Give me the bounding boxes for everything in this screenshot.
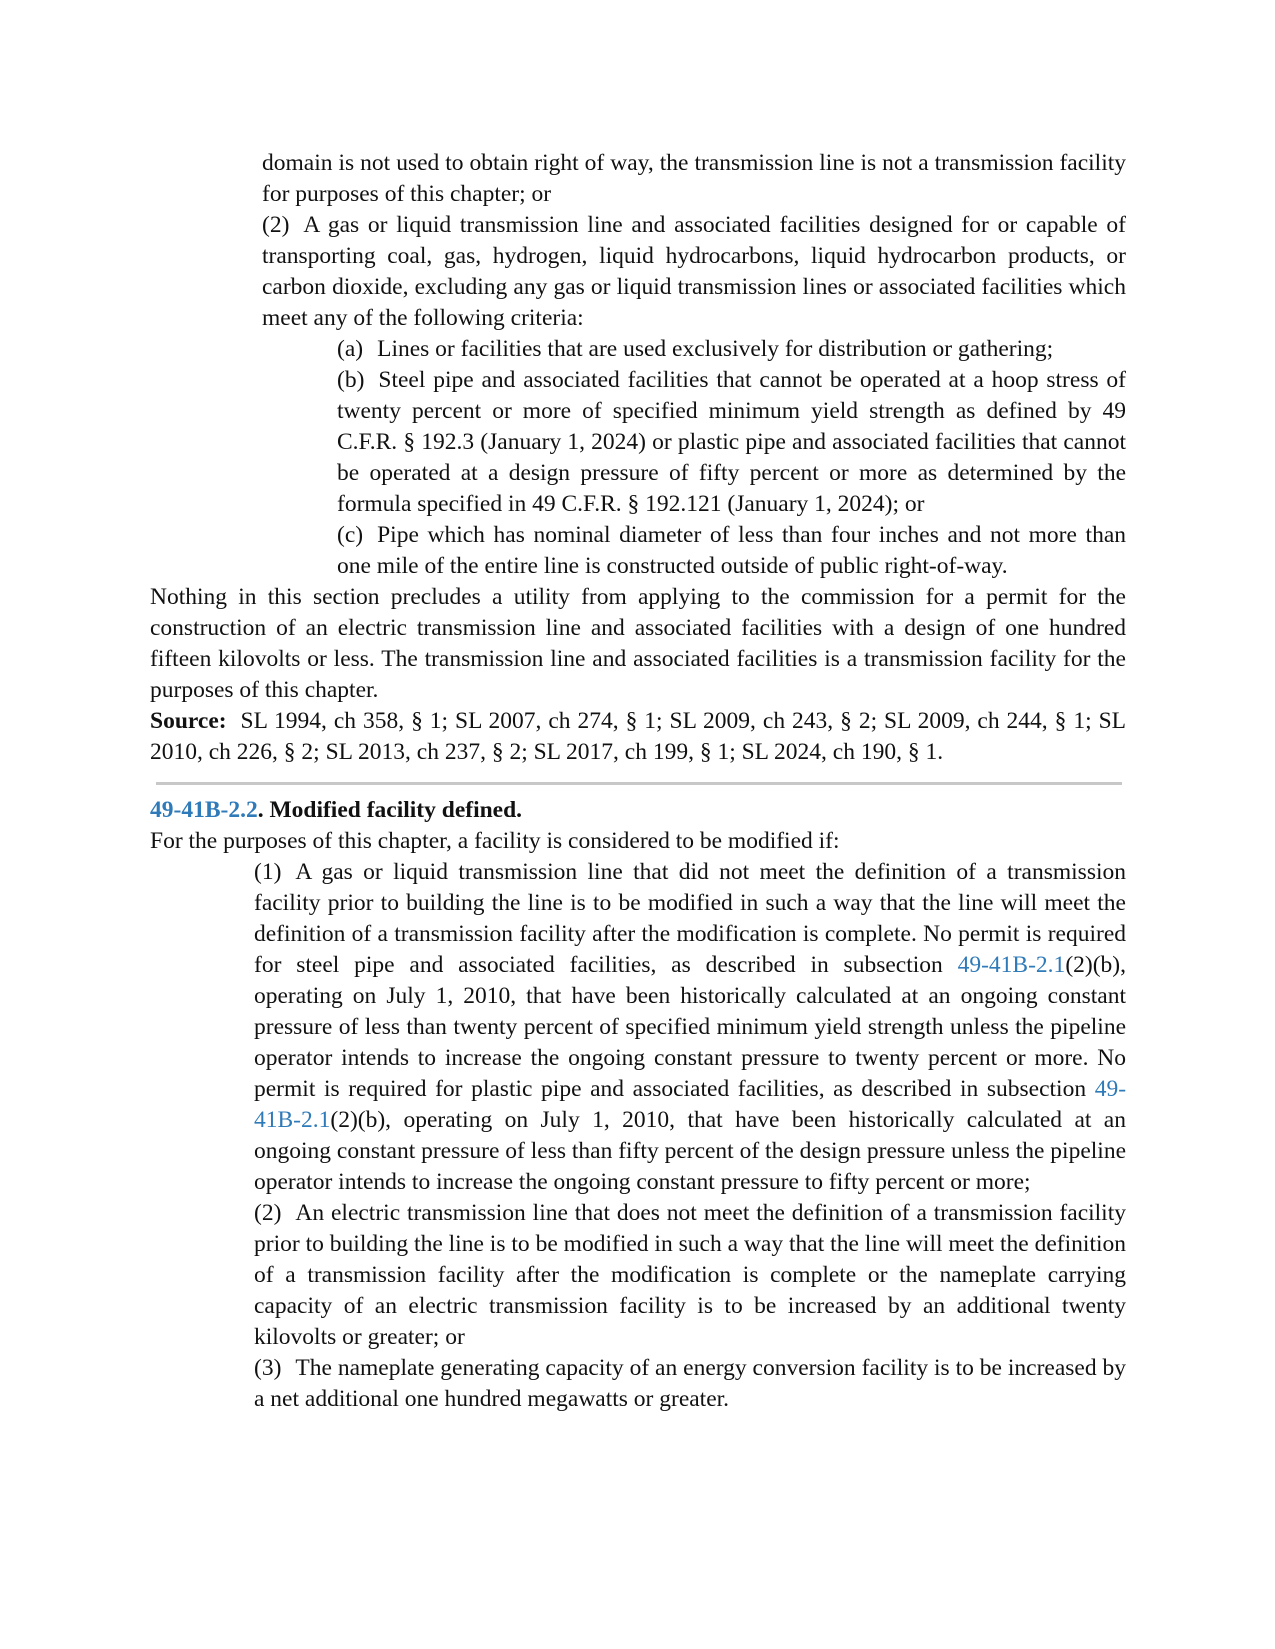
list-item-2 — [254, 1198, 1126, 1353]
section-intro — [150, 826, 1126, 857]
item-text: A gas or liquid transmission line and associated facilities designed for or capable of transporting coal, gas, hydrogen, liquid hydrocarbons, liquid hydrocarbon products, or carbon dioxide, excluding any gas or liquid transmission lines or associated facilities which meet any of the following criteria: — [262, 212, 1126, 331]
item-text: A gas or liquid transmission line that did not meet the definition of a transmission facility prior to building the line is to be modified in such a way that the line will meet the definition of a transmission facility after the modification is complete. No permit is required for steel pipe and associated facilities, as described in subsection — [254, 859, 1126, 978]
item-label: (b) — [337, 367, 365, 393]
source-citation — [150, 706, 1126, 768]
list-item-1 — [254, 857, 1126, 1198]
paragraph-text: Nothing in this section precludes a utility from applying to the commission for a permit for the construction of an electric transmission line and associated facilities with a design of one hundred fifteen kilovolts or less. The transmission line and associated facilities is a transmission facility for the purposes of this chapter. — [150, 584, 1126, 703]
list-item-2 — [262, 210, 1126, 334]
source-text: SL 1994, ch 358, § 1; SL 2007, ch 274, § 1; SL 2009, ch 243, § 2; SL 2009, ch 244, § 1; SL 2010, ch 226, § 2; SL 2013, ch 237, § 2; SL 2017, ch 199, § 1; SL 2024, ch 190, § 1. — [150, 708, 1126, 765]
section-title: . Modified facility defined. — [257, 797, 523, 823]
item-label: (a) — [337, 336, 364, 362]
paragraph-text: For the purposes of this chapter, a facility is considered to be modified if: — [150, 828, 840, 854]
item-label: (3) — [254, 1355, 282, 1381]
item-label: (2) — [254, 1200, 282, 1226]
subsection-link[interactable]: 49-41B-2.1 — [957, 952, 1066, 978]
paragraph-text: domain is not used to obtain right of way, the transmission line is not a transmission facility for purposes of this chapter; or — [262, 150, 1126, 207]
item-text: The nameplate generating capacity of an energy conversion facility is to be increased by a net additional one hundred megawatts or greater. — [254, 1355, 1126, 1412]
sub-item-c — [337, 520, 1126, 582]
item-text: Lines or facilities that are used exclusively for distribution or gathering; — [377, 336, 1054, 362]
section-number-link[interactable]: 49-41B-2.2 — [150, 797, 258, 823]
item-label: (1) — [254, 859, 282, 885]
closing-paragraph — [150, 582, 1126, 706]
source-label: Source: — [150, 708, 227, 734]
list-item-3 — [254, 1353, 1126, 1415]
sub-item-a — [337, 334, 1126, 365]
sub-item-b — [337, 365, 1126, 520]
item-label: (c) — [337, 522, 364, 548]
item-text: (2)(b), operating on July 1, 2010, that have been historically calculated at an ongoing constant pressure of less than fifty percent of the design pressure unless the pipeline operator intends to increase the ongoing constant pressure to fifty percent or more; — [254, 1107, 1126, 1195]
section-heading — [150, 795, 1126, 826]
section-divider — [156, 782, 1122, 785]
item-text: (2)(b), operating on July 1, 2010, that have been historically calculated at an ongoing constant pressure of less than twenty percent of specified minimum yield strength unless the pipeline operator intends to increase the ongoing constant pressure to twenty percent or more. No permit is required for plastic pipe and associated facilities, as described in subsection — [254, 952, 1126, 1102]
document-page — [150, 148, 1126, 1415]
section-intro-continuation — [262, 148, 1126, 210]
item-label: (2) — [262, 212, 290, 238]
item-text: Pipe which has nominal diameter of less than four inches and not more than one mile of the entire line is constructed outside of public right-of-way. — [337, 522, 1126, 579]
item-text: Steel pipe and associated facilities that cannot be operated at a hoop stress of twenty percent or more of specified minimum yield strength as defined by 49 C.F.R. § 192.3 (January 1, 2024) or plastic pipe and associated facilities that cannot be operated at a design pressure of fifty percent or more as determined by the formula specified in 49 C.F.R. § 192.121 (January 1, 2024); or — [337, 367, 1126, 517]
subsection-link[interactable]: 49-41B-2.1 — [254, 1076, 1127, 1133]
item-text: An electric transmission line that does not meet the definition of a transmission facility prior to building the line is to be modified in such a way that the line will meet the definition of a transmission facility after the modification is complete or the nameplate carrying capacity of an electric transmission facility is to be increased by an additional twenty kilovolts or greater; or — [254, 1200, 1126, 1350]
